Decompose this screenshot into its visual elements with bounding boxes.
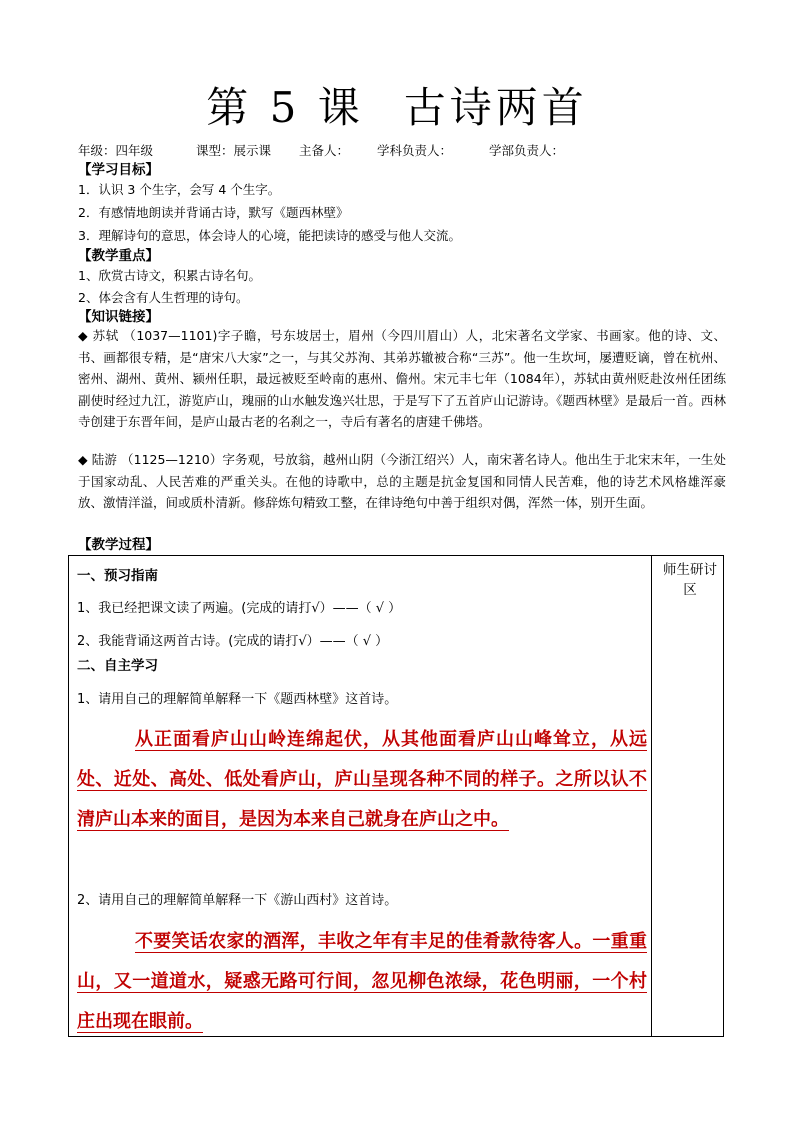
preview-item: 2、我能背诵这两首古诗。(完成的请打√）——（ √ ）: [77, 634, 389, 649]
knowledge-heading: 【知识链接】: [78, 309, 159, 325]
meta-preparer: 主备人：: [299, 143, 350, 158]
knowledge-su-shi: ◆ 苏轼 （1037—1101)字子瞻，号东坡居士，眉州（今四川眉山）人，北宋著名文学家、书画家。他的诗、文、书、画都很专精，是“唐宋八大家”之一，与其父苏洵、其弟苏辙被合称“三苏”。他一生坎坷，屡遭贬谪，曾在杭州、密州、湖州、黄州、颍州任职，最远被贬至岭南的惠州、儋州。宋元丰七年（1084年），苏轼由黄州贬赴汝州任团练副使时经过九江，游览庐山，瑰丽的山水触发逸兴壮思，于是写下了五首庐山记游诗。《题西林壁》是最后一首。西林寺创建于东晋年间，是庐山最古老的名刹之一，寺后有著名的唐建千佛塔。: [78, 328, 726, 430]
process-heading: 【教学过程】: [78, 537, 159, 553]
focus-heading: 【教学重点】: [78, 248, 159, 264]
preview-heading: 一、预习指南: [77, 568, 158, 584]
goal-item: 2．有感情地朗读并背诵古诗，默写《题西林壁》: [78, 205, 349, 220]
answer-1-text: 从正面看庐山山岭连绵起伏，从其他面看庐山山峰耸立，从远处、近处、高处、低处看庐山，庐山呈现各种不同的样子。之所以认不清庐山本来的面目，是因为本来自己就身在庐山之中。: [77, 729, 647, 830]
focus-item: 2、体会含有人生哲理的诗句。: [78, 290, 249, 305]
answer-2-text: 不要笑话农家的酒浑，丰收之年有丰足的佳肴款待客人。一重重山，又一道道水，疑惑无路可行间，忽见柳色浓绿，花色明丽，一个村庄出现在眼前。: [77, 931, 647, 1032]
lesson-number: 第 5 课: [206, 83, 364, 132]
answer-1: [77, 720, 647, 840]
self-study-heading: 二、自主学习: [77, 658, 158, 674]
goal-item: 1．认识 3 个生字，会写 4 个生字。: [78, 182, 281, 197]
meta-dept-lead: 学部负责人：: [489, 143, 565, 158]
preview-item: 1、我已经把课文读了两遍。(完成的请打√）——（ √ ）: [77, 601, 402, 616]
focus-item: 1、欣赏古诗文，积累古诗名句。: [78, 268, 261, 283]
meta-grade: 年级：四年级: [78, 143, 154, 158]
page-title: [0, 80, 794, 136]
meta-subject-lead: 学科负责人：: [377, 143, 453, 158]
goal-item: 3．理解诗句的意思，体会诗人的心境，能把读诗的感受与他人交流。: [78, 228, 461, 243]
question-2: 2、请用自己的理解简单解释一下《游山西村》这首诗。: [77, 893, 398, 908]
question-1: 1、请用自己的理解简单解释一下《题西林壁》这首诗。: [77, 692, 398, 707]
answer-2: [77, 922, 647, 1042]
column-divider: [651, 556, 652, 1036]
knowledge-lu-you: ◆ 陆游 （1125—1210）字务观，号放翁，越州山阴（今浙江绍兴）人，南宋著名诗人。他出生于北宋末年，一生处于国家动乱、人民苦难的严重关头。在他的诗歌中，总的主题是抗金复国和同情人民苦难，他的诗艺术风格雄浑豪放、激情洋溢，间或质朴清新。修辞炼句精致工整，在律诗绝句中善于组织对偶，浑然一体，别开生面。: [78, 452, 726, 511]
process-table: [68, 555, 724, 1037]
discussion-area-label: 师生研讨区: [663, 562, 717, 598]
lesson-name: 古诗两首: [403, 83, 588, 132]
meta-lesson-type: 课型：展示课: [196, 143, 272, 158]
goals-heading: 【学习目标】: [78, 162, 159, 178]
meta-row: [78, 142, 564, 160]
